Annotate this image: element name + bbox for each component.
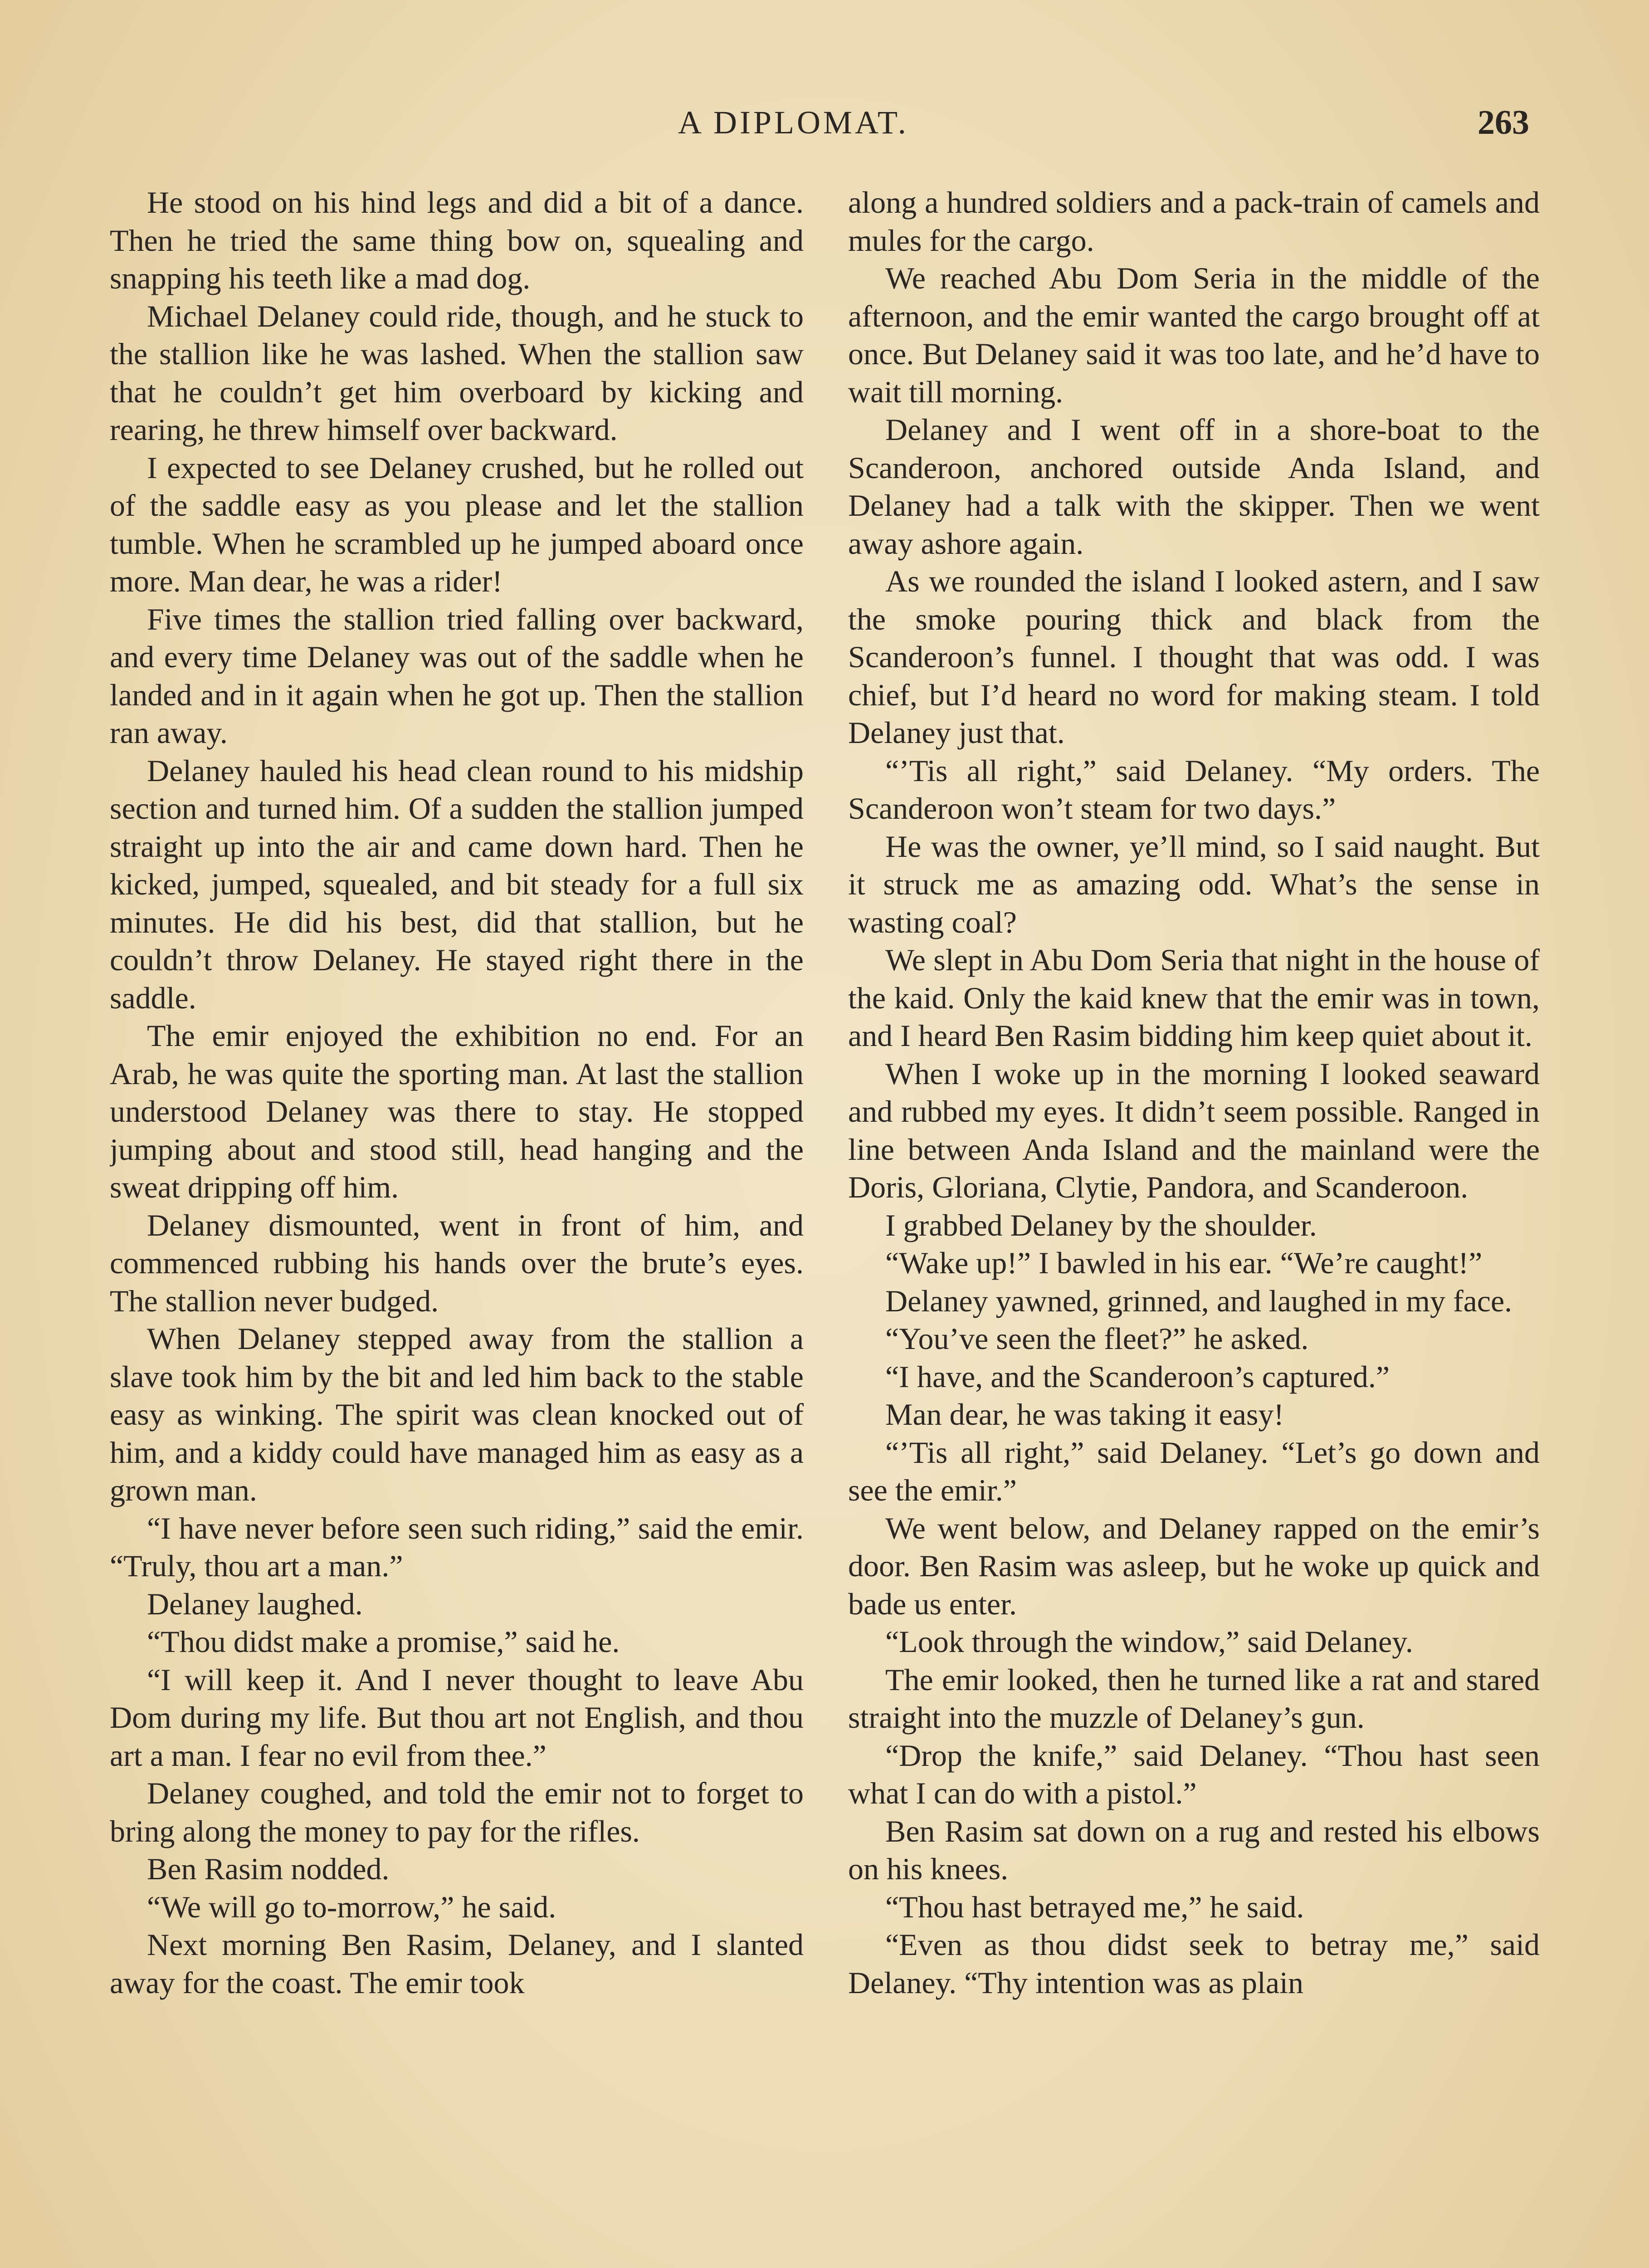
paragraph: “Even as thou didst seek to betray me,” said Delaney. “Thy intention was as plain (848, 1927, 1540, 2000)
paragraph: I expected to see Delaney crushed, but he rolled out of the saddle easy as you please and let the stallion tumble. When he scrambled up he jumped aboard once more. Man dear, he was a rider! (110, 450, 804, 598)
paragraph: “I will keep it. And I never thought to leave Abu Dom during my life. But thou art not English, and thou art a man. I fear no evil from thee.” (110, 1662, 804, 1773)
paragraph: Delaney and I went off in a shore-boat to the Scanderoon, anchored outside Anda Island, and Delaney had a talk with the skipper. Then we went away ashore again. (848, 412, 1540, 561)
paragraph: I grabbed Delaney by the shoulder. (885, 1207, 1317, 1242)
running-title: A DIPLOMAT. (678, 104, 909, 141)
page-number: 263 (1478, 103, 1529, 142)
paragraph: The emir looked, then he turned like a rat and stared straight into the muzzle of Delaney’s gun. (848, 1662, 1540, 1735)
text-column-right (848, 184, 1540, 2268)
paragraph: “’Tis all right,” said Delaney. “Let’s go down and see the emir.” (848, 1435, 1540, 1507)
paragraph: Ben Rasim nodded. (147, 1852, 390, 1886)
paragraph: “You’ve seen the fleet?” he asked. (885, 1321, 1309, 1356)
paragraph: As we rounded the island I looked astern, and I saw the smoke pouring thick and black from the Scanderoon’s funnel. I thought that was odd. I was chief, but I’d heard no word for making steam. I told Delaney just that. (848, 564, 1540, 750)
paragraph: Next morning Ben Rasim, Delaney, and I slanted away for the coast. The emir took (110, 1927, 804, 2000)
paragraph: Delaney dismounted, went in front of him, and commenced rubbing his hands over the brute’s eyes. The stallion never budged. (110, 1207, 804, 1318)
paragraph: He stood on his hind legs and did a bit of a dance. Then he tried the same thing bow on, squealing and snapping his teeth like a mad dog. (110, 185, 804, 295)
paragraph: He was the owner, ye’ll mind, so I said naught. But it struck me as amazing odd. What’s the sense in wasting coal? (848, 829, 1540, 939)
paragraph: “We will go to-morrow,” he said. (147, 1889, 556, 1924)
paragraph: “I have never before seen such riding,” said the emir. “Truly, thou art a man.” (110, 1510, 804, 1583)
paragraph: Man dear, he was taking it easy! (885, 1397, 1284, 1432)
paragraph: We went below, and Delaney rapped on the emir’s door. Ben Rasim was asleep, but he woke up quick and bade us enter. (848, 1510, 1540, 1621)
paragraph: Ben Rasim sat down on a rug and rested his elbows on his knees. (848, 1813, 1540, 1886)
page-header (0, 98, 1649, 147)
text-column-left (110, 184, 804, 2268)
paragraph: Michael Delaney could ride, though, and he stuck to the stallion like he was lashed. When the stallion saw that he couldn’t get him overboard by kicking and rearing, he threw himself over backward. (110, 298, 804, 447)
paragraph: We slept in Abu Dom Seria that night in the house of the kaid. Only the kaid knew that the emir was in town, and I heard Ben Rasim bidding him keep quiet about it. (848, 943, 1540, 1053)
paragraph: Delaney hauled his head clean round to his midship section and turned him. Of a sudden the stallion jumped straight up into the air and came down hard. Then he kicked, jumped, squealed, and bit steady for a full six minutes. He did his best, did that stallion, but he couldn’t throw Delaney. He stayed right there in the saddle. (110, 753, 804, 1015)
paragraph: Delaney laughed. (147, 1586, 363, 1621)
paragraph: “Wake up!” I bawled in his ear. “We’re caught!” (885, 1246, 1483, 1280)
paragraph: When Delaney stepped away from the stallion a slave took him by the bit and led him back to the stable easy as winking. The spirit was clean knocked out of him, and a kiddy could have managed him as easy as a grown man. (110, 1321, 804, 1507)
paragraph: Delaney coughed, and told the emir not to forget to bring along the money to pay for the rifles. (110, 1776, 804, 1848)
paragraph: “’Tis all right,” said Delaney. “My orders. The Scanderoon won’t steam for two days.” (848, 753, 1540, 826)
paragraph: “Thou didst make a promise,” said he. (147, 1624, 620, 1659)
paragraph: “I have, and the Scanderoon’s captured.” (885, 1359, 1390, 1394)
paragraph: The emir enjoyed the exhibition no end. For an Arab, he was quite the sporting man. At last the stallion understood Delaney was there to stay. He stopped jumping about and stood still, head hanging and the sweat dripping off him. (110, 1018, 804, 1204)
paragraph: Delaney yawned, grinned, and laughed in my face. (885, 1283, 1512, 1318)
paragraph: “Look through the window,” said Delaney. (885, 1624, 1413, 1659)
paragraph: along a hundred soldiers and a pack-train of camels and mules for the cargo. (848, 185, 1540, 258)
paragraph: Five times the stallion tried falling over backward, and every time Delaney was out of the saddle when he landed and in it again when he got up. Then the stallion ran away. (110, 601, 804, 750)
paragraph: We reached Abu Dom Seria in the middle of the afternoon, and the emir wanted the cargo brought off at once. But Delaney said it was too late, and he’d have to wait till morning. (848, 261, 1540, 409)
paragraph: “Drop the knife,” said Delaney. “Thou hast seen what I can do with a pistol.” (848, 1738, 1540, 1810)
paragraph: “Thou hast betrayed me,” he said. (885, 1889, 1304, 1924)
paragraph: When I woke up in the morning I looked seaward and rubbed my eyes. It didn’t seem possible. Ranged in line between Anda Island and the mainland were the Doris, Gloriana, Clytie, Pandora, and Scanderoon. (848, 1056, 1540, 1204)
